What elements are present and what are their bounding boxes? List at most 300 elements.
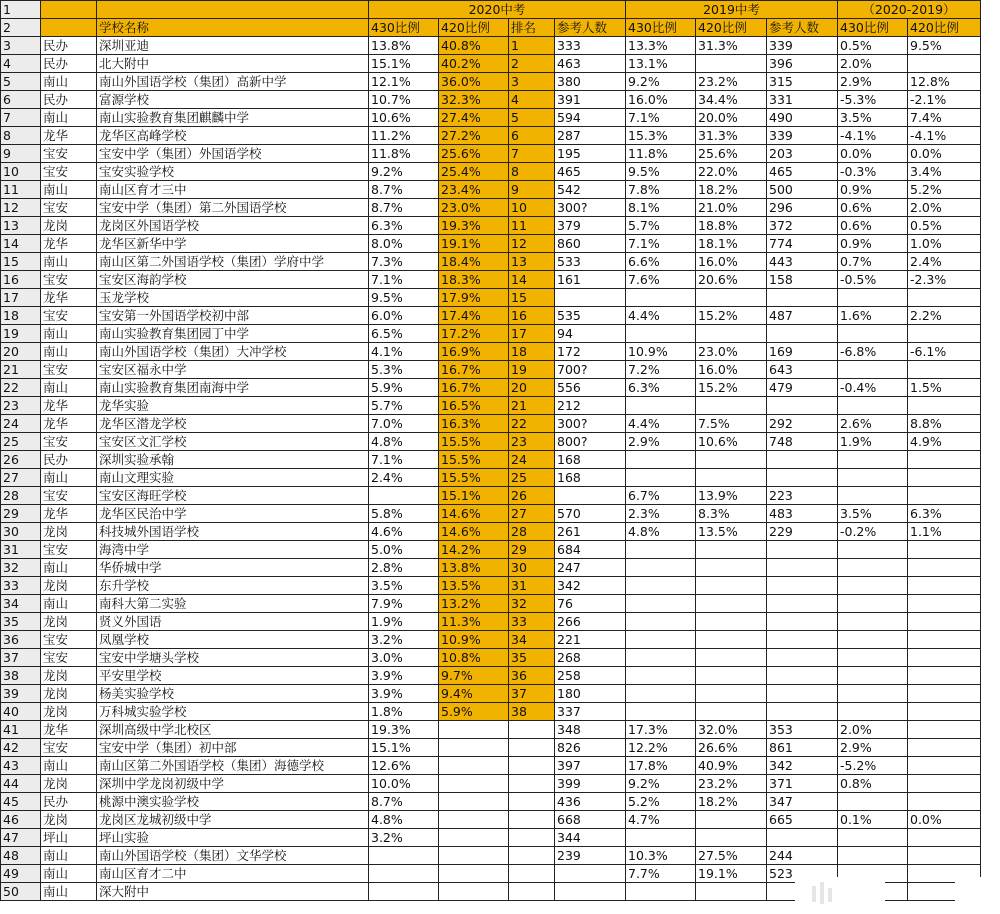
school-name-cell[interactable]: 深圳亚迪 xyxy=(97,37,369,55)
school-name-cell[interactable]: 宝安中学（集团）第二外国语学校 xyxy=(97,199,369,217)
district-cell[interactable]: 龙岗 xyxy=(41,577,97,595)
value-cell[interactable]: 203 xyxy=(767,145,838,163)
value-cell[interactable] xyxy=(838,397,908,415)
value-cell[interactable]: 22 xyxy=(509,415,555,433)
value-cell[interactable] xyxy=(767,667,838,685)
value-cell[interactable]: 2.8% xyxy=(369,559,439,577)
value-cell[interactable]: -5.3% xyxy=(838,91,908,109)
value-cell[interactable]: 17.2% xyxy=(439,325,509,343)
value-cell[interactable]: 594 xyxy=(555,109,626,127)
value-cell[interactable] xyxy=(555,487,626,505)
district-cell[interactable]: 龙华 xyxy=(41,127,97,145)
value-cell[interactable]: 465 xyxy=(767,163,838,181)
value-cell[interactable]: -2.1% xyxy=(908,91,981,109)
district-cell[interactable]: 龙岗 xyxy=(41,703,97,721)
district-cell[interactable]: 龙华 xyxy=(41,721,97,739)
value-cell[interactable]: 22.0% xyxy=(696,163,767,181)
district-cell[interactable]: 南山 xyxy=(41,379,97,397)
value-cell[interactable]: 29 xyxy=(509,541,555,559)
row-number[interactable]: 35 xyxy=(1,613,41,631)
value-cell[interactable]: 16.0% xyxy=(696,361,767,379)
value-cell[interactable] xyxy=(696,469,767,487)
row-number[interactable]: 30 xyxy=(1,523,41,541)
row-number[interactable]: 39 xyxy=(1,685,41,703)
value-cell[interactable]: 7.4% xyxy=(908,109,981,127)
value-cell[interactable]: 296 xyxy=(767,199,838,217)
value-cell[interactable] xyxy=(908,451,981,469)
value-cell[interactable]: 17.3% xyxy=(626,721,696,739)
value-cell[interactable]: 15 xyxy=(509,289,555,307)
value-cell[interactable]: 10.7% xyxy=(369,91,439,109)
value-cell[interactable] xyxy=(369,865,439,883)
value-cell[interactable]: 18.1% xyxy=(696,235,767,253)
value-cell[interactable]: 15.2% xyxy=(696,379,767,397)
value-cell[interactable]: 20.6% xyxy=(696,271,767,289)
row-number[interactable]: 40 xyxy=(1,703,41,721)
header-participants-2020[interactable]: 参考人数 xyxy=(555,19,626,37)
value-cell[interactable]: 6.0% xyxy=(369,307,439,325)
value-cell[interactable] xyxy=(908,703,981,721)
value-cell[interactable]: -4.1% xyxy=(908,127,981,145)
district-cell[interactable]: 宝安 xyxy=(41,145,97,163)
value-cell[interactable]: 344 xyxy=(555,829,626,847)
value-cell[interactable]: 465 xyxy=(555,163,626,181)
value-cell[interactable] xyxy=(626,559,696,577)
district-cell[interactable]: 龙岗 xyxy=(41,523,97,541)
value-cell[interactable] xyxy=(555,883,626,901)
school-name-cell[interactable]: 宝安中学（集团）外国语学校 xyxy=(97,145,369,163)
value-cell[interactable] xyxy=(838,361,908,379)
row-number[interactable]: 23 xyxy=(1,397,41,415)
value-cell[interactable]: 0.9% xyxy=(838,235,908,253)
value-cell[interactable]: 4.4% xyxy=(626,307,696,325)
value-cell[interactable]: 19.3% xyxy=(369,721,439,739)
school-name-cell[interactable]: 深圳高级中学北校区 xyxy=(97,721,369,739)
value-cell[interactable] xyxy=(696,829,767,847)
value-cell[interactable]: -6.1% xyxy=(908,343,981,361)
school-name-cell[interactable]: 南山区第二外国语学校（集团）海德学校 xyxy=(97,757,369,775)
district-cell[interactable]: 宝安 xyxy=(41,271,97,289)
value-cell[interactable]: 2.0% xyxy=(838,721,908,739)
value-cell[interactable]: 337 xyxy=(555,703,626,721)
value-cell[interactable] xyxy=(838,667,908,685)
school-name-cell[interactable]: 南山外国语学校（集团）文华学校 xyxy=(97,847,369,865)
value-cell[interactable]: 342 xyxy=(767,757,838,775)
district-cell[interactable]: 宝安 xyxy=(41,649,97,667)
value-cell[interactable]: 0.5% xyxy=(908,217,981,235)
value-cell[interactable]: 27.2% xyxy=(439,127,509,145)
value-cell[interactable] xyxy=(509,793,555,811)
value-cell[interactable]: 8.7% xyxy=(369,793,439,811)
value-cell[interactable]: 347 xyxy=(767,793,838,811)
value-cell[interactable]: 5.8% xyxy=(369,505,439,523)
school-name-cell[interactable]: 桃源中澳实验学校 xyxy=(97,793,369,811)
value-cell[interactable]: 25.6% xyxy=(439,145,509,163)
value-cell[interactable]: 5.0% xyxy=(369,541,439,559)
row-number[interactable]: 11 xyxy=(1,181,41,199)
value-cell[interactable] xyxy=(626,541,696,559)
value-cell[interactable]: 479 xyxy=(767,379,838,397)
value-cell[interactable] xyxy=(626,325,696,343)
value-cell[interactable]: 7.1% xyxy=(369,271,439,289)
value-cell[interactable] xyxy=(696,595,767,613)
value-cell[interactable]: 11 xyxy=(509,217,555,235)
value-cell[interactable] xyxy=(439,883,509,901)
value-cell[interactable]: 11.3% xyxy=(439,613,509,631)
value-cell[interactable] xyxy=(838,325,908,343)
value-cell[interactable]: 31.3% xyxy=(696,127,767,145)
value-cell[interactable]: 4.8% xyxy=(369,433,439,451)
value-cell[interactable] xyxy=(767,613,838,631)
value-cell[interactable]: 15.3% xyxy=(626,127,696,145)
value-cell[interactable] xyxy=(908,757,981,775)
value-cell[interactable]: 826 xyxy=(555,739,626,757)
value-cell[interactable]: 195 xyxy=(555,145,626,163)
value-cell[interactable]: 16.0% xyxy=(696,253,767,271)
value-cell[interactable]: 31 xyxy=(509,577,555,595)
value-cell[interactable]: 16.0% xyxy=(626,91,696,109)
value-cell[interactable]: 7 xyxy=(509,145,555,163)
value-cell[interactable]: 339 xyxy=(767,127,838,145)
row-number[interactable]: 50 xyxy=(1,883,41,901)
value-cell[interactable] xyxy=(439,721,509,739)
school-name-cell[interactable]: 龙华区高峰学校 xyxy=(97,127,369,145)
district-cell[interactable]: 龙华 xyxy=(41,235,97,253)
school-name-cell[interactable]: 凤凰学校 xyxy=(97,631,369,649)
district-cell[interactable]: 龙岗 xyxy=(41,685,97,703)
value-cell[interactable]: 0.5% xyxy=(838,37,908,55)
value-cell[interactable] xyxy=(838,649,908,667)
value-cell[interactable]: 483 xyxy=(767,505,838,523)
value-cell[interactable]: 3.5% xyxy=(838,505,908,523)
school-name-cell[interactable]: 南山区育才三中 xyxy=(97,181,369,199)
value-cell[interactable]: 860 xyxy=(555,235,626,253)
value-cell[interactable]: 3.0% xyxy=(369,649,439,667)
value-cell[interactable]: 18.2% xyxy=(696,181,767,199)
school-name-cell[interactable]: 华侨城中学 xyxy=(97,559,369,577)
value-cell[interactable]: 12 xyxy=(509,235,555,253)
header-420-2020[interactable]: 420比例 xyxy=(439,19,509,37)
value-cell[interactable] xyxy=(908,631,981,649)
value-cell[interactable]: 14.6% xyxy=(439,505,509,523)
value-cell[interactable]: 7.9% xyxy=(369,595,439,613)
value-cell[interactable]: 5.9% xyxy=(369,379,439,397)
row-number[interactable]: 46 xyxy=(1,811,41,829)
header-cell[interactable] xyxy=(41,19,97,37)
value-cell[interactable]: 13.8% xyxy=(369,37,439,55)
value-cell[interactable] xyxy=(908,559,981,577)
value-cell[interactable]: 3.9% xyxy=(369,667,439,685)
value-cell[interactable]: 7.1% xyxy=(626,235,696,253)
value-cell[interactable]: 16.7% xyxy=(439,379,509,397)
value-cell[interactable]: 300? xyxy=(555,415,626,433)
value-cell[interactable]: 10 xyxy=(509,199,555,217)
value-cell[interactable] xyxy=(509,847,555,865)
row-number[interactable]: 47 xyxy=(1,829,41,847)
value-cell[interactable]: 463 xyxy=(555,55,626,73)
value-cell[interactable]: 12.2% xyxy=(626,739,696,757)
value-cell[interactable]: 12.6% xyxy=(369,757,439,775)
value-cell[interactable]: 30 xyxy=(509,559,555,577)
district-cell[interactable]: 民办 xyxy=(41,91,97,109)
school-name-cell[interactable]: 南山文理实验 xyxy=(97,469,369,487)
value-cell[interactable]: -0.3% xyxy=(838,163,908,181)
value-cell[interactable]: 18 xyxy=(509,343,555,361)
value-cell[interactable]: -6.8% xyxy=(838,343,908,361)
value-cell[interactable]: 34 xyxy=(509,631,555,649)
value-cell[interactable] xyxy=(908,289,981,307)
value-cell[interactable]: 1 xyxy=(509,37,555,55)
value-cell[interactable] xyxy=(626,883,696,901)
value-cell[interactable]: 4.8% xyxy=(626,523,696,541)
value-cell[interactable]: 14 xyxy=(509,271,555,289)
value-cell[interactable]: 7.1% xyxy=(626,109,696,127)
value-cell[interactable] xyxy=(555,289,626,307)
school-name-cell[interactable]: 宝安实验学校 xyxy=(97,163,369,181)
value-cell[interactable] xyxy=(555,865,626,883)
value-cell[interactable]: 27.4% xyxy=(439,109,509,127)
value-cell[interactable]: 1.8% xyxy=(369,703,439,721)
school-name-cell[interactable]: 南科大第二实验 xyxy=(97,595,369,613)
value-cell[interactable] xyxy=(908,55,981,73)
school-name-cell[interactable]: 宝安中学（集团）初中部 xyxy=(97,739,369,757)
value-cell[interactable]: 535 xyxy=(555,307,626,325)
value-cell[interactable] xyxy=(767,397,838,415)
school-name-cell[interactable]: 杨美实验学校 xyxy=(97,685,369,703)
value-cell[interactable]: 258 xyxy=(555,667,626,685)
value-cell[interactable]: 3.2% xyxy=(369,631,439,649)
district-cell[interactable]: 南山 xyxy=(41,595,97,613)
row-number[interactable]: 37 xyxy=(1,649,41,667)
value-cell[interactable]: 32.3% xyxy=(439,91,509,109)
header-2019-group[interactable]: 2019中考 xyxy=(626,1,838,19)
district-cell[interactable]: 南山 xyxy=(41,883,97,901)
value-cell[interactable]: 1.9% xyxy=(369,613,439,631)
district-cell[interactable]: 龙岗 xyxy=(41,613,97,631)
value-cell[interactable]: 4.6% xyxy=(369,523,439,541)
value-cell[interactable] xyxy=(696,559,767,577)
row-number[interactable]: 4 xyxy=(1,55,41,73)
value-cell[interactable] xyxy=(838,577,908,595)
value-cell[interactable]: 700? xyxy=(555,361,626,379)
row-number[interactable]: 7 xyxy=(1,109,41,127)
value-cell[interactable]: 8.8% xyxy=(908,415,981,433)
row-number[interactable]: 25 xyxy=(1,433,41,451)
value-cell[interactable] xyxy=(838,487,908,505)
row-number[interactable]: 28 xyxy=(1,487,41,505)
value-cell[interactable]: 24 xyxy=(509,451,555,469)
value-cell[interactable] xyxy=(838,847,908,865)
value-cell[interactable]: 27 xyxy=(509,505,555,523)
row-number[interactable]: 29 xyxy=(1,505,41,523)
school-name-cell[interactable]: 万科城实验学校 xyxy=(97,703,369,721)
value-cell[interactable]: 33 xyxy=(509,613,555,631)
value-cell[interactable] xyxy=(626,649,696,667)
value-cell[interactable]: 8.1% xyxy=(626,199,696,217)
district-cell[interactable]: 南山 xyxy=(41,757,97,775)
value-cell[interactable]: 28 xyxy=(509,523,555,541)
value-cell[interactable]: 4.7% xyxy=(626,811,696,829)
district-cell[interactable]: 南山 xyxy=(41,847,97,865)
value-cell[interactable]: 12.8% xyxy=(908,73,981,91)
value-cell[interactable]: 27.5% xyxy=(696,847,767,865)
header-420-2019[interactable]: 420比例 xyxy=(696,19,767,37)
value-cell[interactable]: 31.3% xyxy=(696,37,767,55)
value-cell[interactable]: 76 xyxy=(555,595,626,613)
value-cell[interactable]: 523 xyxy=(767,865,838,883)
value-cell[interactable]: 17.8% xyxy=(626,757,696,775)
district-cell[interactable]: 南山 xyxy=(41,865,97,883)
row-number[interactable]: 43 xyxy=(1,757,41,775)
district-cell[interactable]: 宝安 xyxy=(41,199,97,217)
value-cell[interactable]: 8.7% xyxy=(369,181,439,199)
value-cell[interactable] xyxy=(767,829,838,847)
value-cell[interactable] xyxy=(908,775,981,793)
value-cell[interactable] xyxy=(696,685,767,703)
row-number[interactable]: 20 xyxy=(1,343,41,361)
value-cell[interactable]: 6.3% xyxy=(626,379,696,397)
value-cell[interactable]: 168 xyxy=(555,451,626,469)
value-cell[interactable]: 287 xyxy=(555,127,626,145)
value-cell[interactable]: 533 xyxy=(555,253,626,271)
district-cell[interactable]: 南山 xyxy=(41,469,97,487)
header-cell[interactable] xyxy=(97,1,369,19)
value-cell[interactable]: 331 xyxy=(767,91,838,109)
value-cell[interactable]: 10.0% xyxy=(369,775,439,793)
value-cell[interactable]: 10.6% xyxy=(696,433,767,451)
value-cell[interactable]: 26 xyxy=(509,487,555,505)
value-cell[interactable]: 556 xyxy=(555,379,626,397)
value-cell[interactable]: 247 xyxy=(555,559,626,577)
row-number[interactable]: 13 xyxy=(1,217,41,235)
row-number[interactable]: 21 xyxy=(1,361,41,379)
value-cell[interactable] xyxy=(838,559,908,577)
value-cell[interactable]: 11.8% xyxy=(369,145,439,163)
value-cell[interactable] xyxy=(767,631,838,649)
value-cell[interactable]: 1.9% xyxy=(838,433,908,451)
value-cell[interactable]: 9.5% xyxy=(626,163,696,181)
value-cell[interactable]: 6 xyxy=(509,127,555,145)
value-cell[interactable]: 9.2% xyxy=(369,163,439,181)
school-name-cell[interactable]: 南山区育才二中 xyxy=(97,865,369,883)
value-cell[interactable]: 7.2% xyxy=(626,361,696,379)
value-cell[interactable] xyxy=(838,703,908,721)
district-cell[interactable]: 龙岗 xyxy=(41,811,97,829)
value-cell[interactable]: 774 xyxy=(767,235,838,253)
value-cell[interactable]: 25.4% xyxy=(439,163,509,181)
district-cell[interactable]: 宝安 xyxy=(41,487,97,505)
value-cell[interactable] xyxy=(696,631,767,649)
value-cell[interactable] xyxy=(626,451,696,469)
row-number[interactable]: 27 xyxy=(1,469,41,487)
value-cell[interactable]: 8.3% xyxy=(696,505,767,523)
value-cell[interactable]: 4.8% xyxy=(369,811,439,829)
value-cell[interactable]: 5.3% xyxy=(369,361,439,379)
value-cell[interactable] xyxy=(767,703,838,721)
value-cell[interactable]: 487 xyxy=(767,307,838,325)
school-name-cell[interactable]: 玉龙学校 xyxy=(97,289,369,307)
value-cell[interactable] xyxy=(908,487,981,505)
value-cell[interactable]: 4.9% xyxy=(908,433,981,451)
value-cell[interactable]: 168 xyxy=(555,469,626,487)
school-name-cell[interactable]: 龙华实验 xyxy=(97,397,369,415)
value-cell[interactable] xyxy=(908,469,981,487)
value-cell[interactable]: 21.0% xyxy=(696,199,767,217)
value-cell[interactable]: 3.5% xyxy=(838,109,908,127)
value-cell[interactable]: 229 xyxy=(767,523,838,541)
value-cell[interactable]: 10.3% xyxy=(626,847,696,865)
value-cell[interactable] xyxy=(626,397,696,415)
value-cell[interactable]: 23.2% xyxy=(696,73,767,91)
value-cell[interactable]: 161 xyxy=(555,271,626,289)
value-cell[interactable] xyxy=(908,667,981,685)
value-cell[interactable]: 399 xyxy=(555,775,626,793)
school-name-cell[interactable]: 龙岗区龙城初级中学 xyxy=(97,811,369,829)
value-cell[interactable]: 16.5% xyxy=(439,397,509,415)
row-number[interactable]: 12 xyxy=(1,199,41,217)
value-cell[interactable]: 23.0% xyxy=(696,343,767,361)
value-cell[interactable] xyxy=(626,703,696,721)
row-number[interactable]: 42 xyxy=(1,739,41,757)
value-cell[interactable]: 570 xyxy=(555,505,626,523)
value-cell[interactable]: 18.4% xyxy=(439,253,509,271)
district-cell[interactable]: 南山 xyxy=(41,109,97,127)
value-cell[interactable]: 16.9% xyxy=(439,343,509,361)
district-cell[interactable]: 南山 xyxy=(41,73,97,91)
value-cell[interactable]: 6.3% xyxy=(908,505,981,523)
value-cell[interactable]: 3.2% xyxy=(369,829,439,847)
value-cell[interactable]: 339 xyxy=(767,37,838,55)
value-cell[interactable]: 5.9% xyxy=(439,703,509,721)
value-cell[interactable]: 10.8% xyxy=(439,649,509,667)
value-cell[interactable]: 9.4% xyxy=(439,685,509,703)
value-cell[interactable]: 2.3% xyxy=(626,505,696,523)
row-number[interactable]: 33 xyxy=(1,577,41,595)
value-cell[interactable] xyxy=(838,289,908,307)
value-cell[interactable]: 353 xyxy=(767,721,838,739)
value-cell[interactable] xyxy=(908,361,981,379)
value-cell[interactable]: 40.9% xyxy=(696,757,767,775)
value-cell[interactable] xyxy=(696,541,767,559)
value-cell[interactable]: 10.9% xyxy=(439,631,509,649)
value-cell[interactable] xyxy=(439,739,509,757)
school-name-cell[interactable]: 宝安区福永中学 xyxy=(97,361,369,379)
value-cell[interactable]: 36.0% xyxy=(439,73,509,91)
value-cell[interactable]: 244 xyxy=(767,847,838,865)
district-cell[interactable]: 南山 xyxy=(41,343,97,361)
value-cell[interactable]: 13.3% xyxy=(626,37,696,55)
school-name-cell[interactable]: 深大附中 xyxy=(97,883,369,901)
value-cell[interactable] xyxy=(439,865,509,883)
district-cell[interactable]: 民办 xyxy=(41,37,97,55)
district-cell[interactable]: 龙华 xyxy=(41,505,97,523)
value-cell[interactable] xyxy=(626,469,696,487)
district-cell[interactable]: 南山 xyxy=(41,181,97,199)
value-cell[interactable]: 9.7% xyxy=(439,667,509,685)
value-cell[interactable]: 6.6% xyxy=(626,253,696,271)
school-name-cell[interactable]: 东升学校 xyxy=(97,577,369,595)
value-cell[interactable] xyxy=(908,793,981,811)
value-cell[interactable]: 748 xyxy=(767,433,838,451)
value-cell[interactable]: 315 xyxy=(767,73,838,91)
value-cell[interactable]: 3.5% xyxy=(369,577,439,595)
header-school-name[interactable]: 学校名称 xyxy=(97,19,369,37)
value-cell[interactable]: 1.5% xyxy=(908,379,981,397)
value-cell[interactable] xyxy=(626,685,696,703)
value-cell[interactable]: 0.0% xyxy=(908,811,981,829)
value-cell[interactable]: 0.0% xyxy=(908,145,981,163)
value-cell[interactable]: 18.8% xyxy=(696,217,767,235)
